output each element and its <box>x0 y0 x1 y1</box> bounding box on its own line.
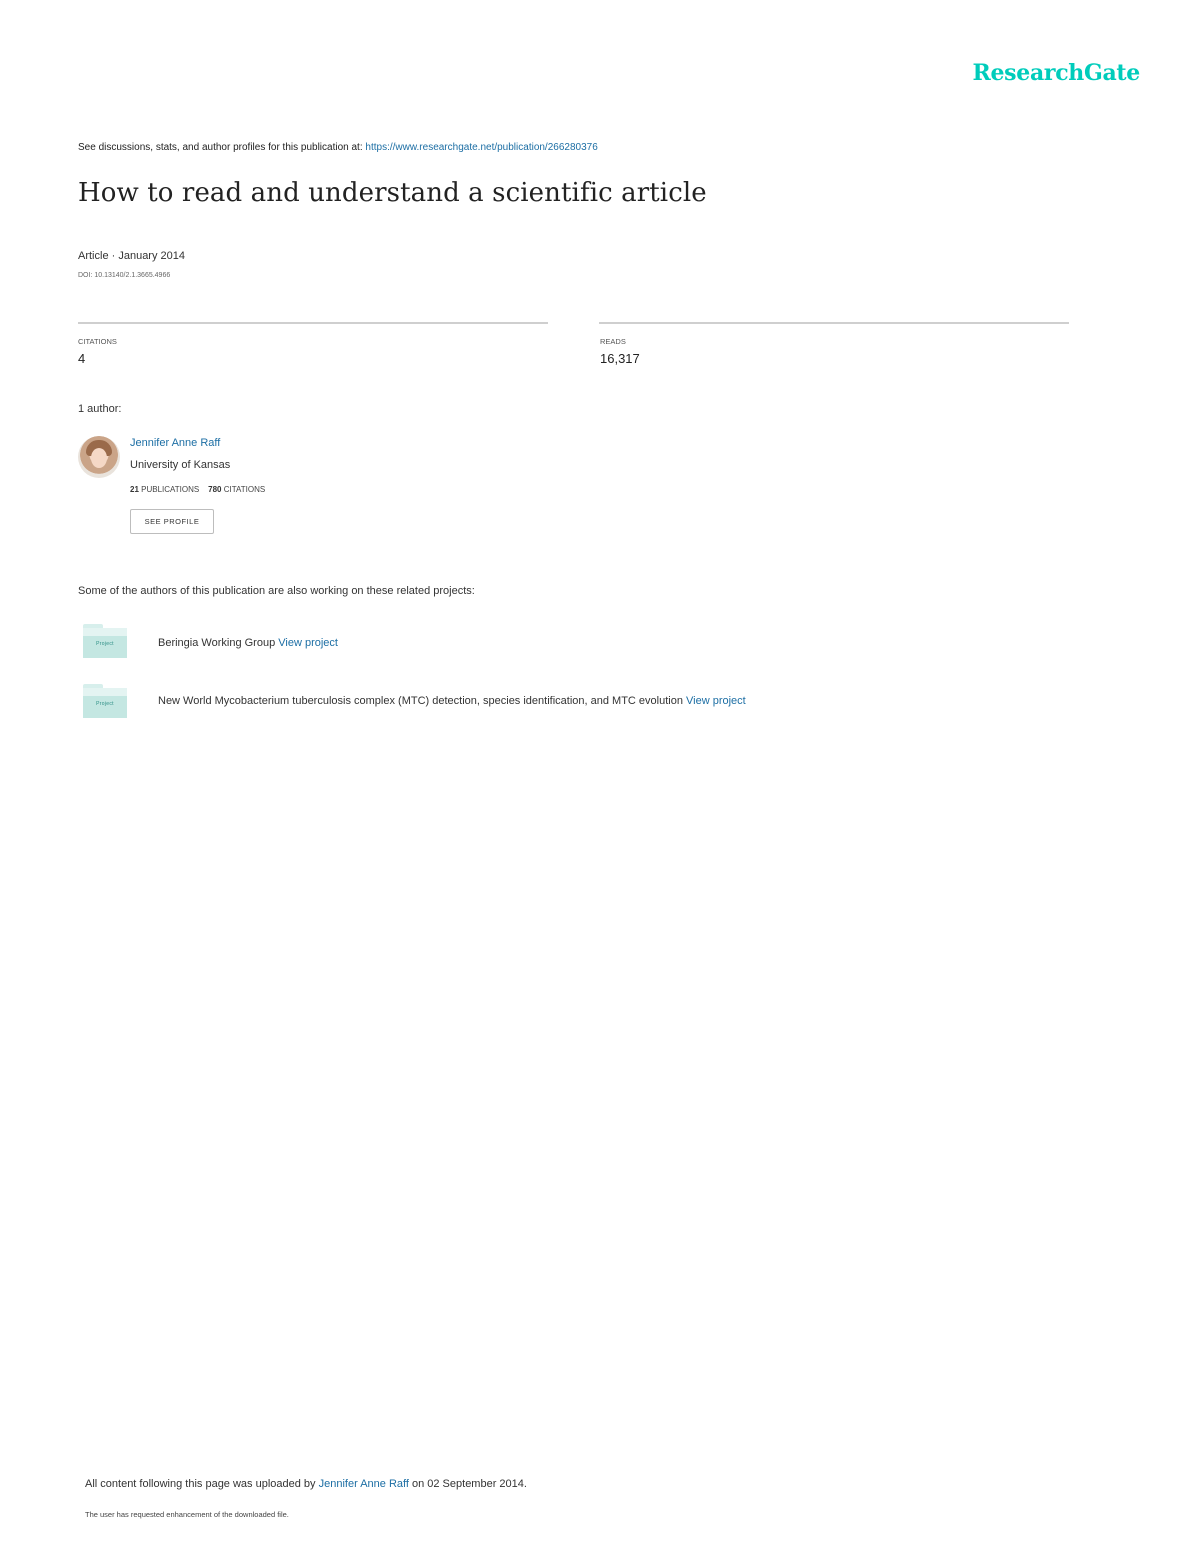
view-project-link[interactable]: View project <box>686 695 746 707</box>
project-icon-label: Project <box>96 701 114 707</box>
author-citations-count: 780 <box>208 485 222 494</box>
publication-link[interactable]: https://www.researchgate.net/publication/266280376 <box>365 142 598 153</box>
article-meta: Article · January 2014 <box>78 250 185 262</box>
project-name: Beringia Working Group <box>158 637 279 649</box>
uploader-link[interactable]: Jennifer Anne Raff <box>318 1478 409 1490</box>
project-name: New World Mycobacterium tuberculosis complex (MTC) detection, species identification, and MTC evolution <box>158 695 687 707</box>
author-stats <box>130 485 265 494</box>
citations-value: 4 <box>78 351 86 366</box>
discussion-notice <box>78 142 598 153</box>
view-project-link[interactable]: View project <box>278 637 338 649</box>
project-item <box>158 695 746 707</box>
author-avatar[interactable] <box>78 436 120 478</box>
upload-suffix: on 02 September 2014. <box>408 1478 527 1490</box>
authors-label: 1 author: <box>78 403 122 415</box>
project-folder-icon <box>83 624 127 658</box>
discussion-text: See discussions, stats, and author profiles for this publication at: <box>78 142 366 153</box>
author-name-link[interactable]: Jennifer Anne Raff <box>130 437 221 449</box>
upload-prefix: All content following this page was uploaded by <box>85 1478 319 1490</box>
author-institution: University of Kansas <box>130 459 231 471</box>
project-folder-icon <box>83 684 127 718</box>
reads-divider <box>599 322 1069 324</box>
citations-divider <box>78 322 548 324</box>
project-item <box>158 637 338 649</box>
article-doi: DOI: 10.13140/2.1.3665.4966 <box>78 272 171 279</box>
see-profile-button[interactable]: SEE PROFILE <box>130 509 214 534</box>
reads-label: READS <box>600 337 626 346</box>
researchgate-logo[interactable]: ResearchGate <box>972 60 1140 86</box>
author-citations-label: CITATIONS <box>223 485 266 494</box>
article-title: How to read and understand a scientific article <box>78 178 707 208</box>
enhancement-note: The user has requested enhancement of the downloaded file. <box>85 1510 289 1519</box>
reads-value: 16,317 <box>600 351 640 366</box>
project-icon-label: Project <box>96 641 114 647</box>
citations-label: CITATIONS <box>78 337 117 346</box>
author-publications-count: 21 <box>130 485 139 494</box>
author-publications-label: PUBLICATIONS <box>141 485 200 494</box>
related-projects-intro: Some of the authors of this publication are also working on these related projects: <box>78 585 475 597</box>
upload-notice <box>85 1478 527 1490</box>
